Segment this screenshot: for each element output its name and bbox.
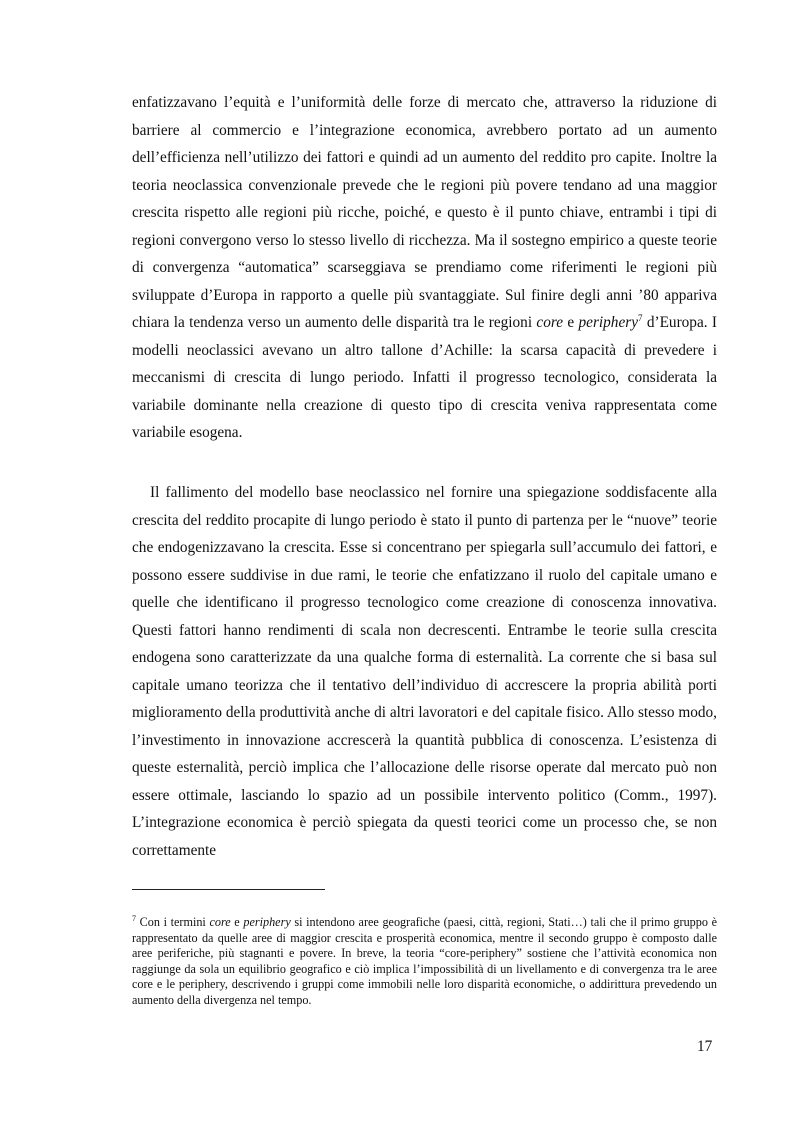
paragraph-1	[132, 89, 717, 447]
paragraph-1-conjunction: e	[563, 314, 579, 331]
page-number: 17	[697, 1038, 713, 1055]
paragraph-1-text-a: enfatizzavano l’equità e l’uniformità delle forze di mercato che, attraverso la riduzione di barriere al commercio e l’integrazione economica, avrebbero portato ad un aumento dell’efficienza nell’utilizzo dei fattori e quindi ad un aumento del reddito pro capite. Inoltre la teoria neoclassica convenzionale prevede che le regioni più povere tendano ad una maggior crescita rispetto alle regioni più ricche, poiché, e questo è il punto chiave, entrambi i tipi di regioni convergono verso lo stesso livello di ricchezza. Ma il sostegno empirico a queste teorie di convergenza “automatica” scarseggiava se prendiamo come riferimenti le regioni più sviluppate d’Europa in rapporto a quelle più svantaggiate. Sul finire degli anni ’80 appariva chiara la tendenza verso un aumento delle disparità tra le regioni	[132, 94, 717, 331]
term-periphery: periphery	[578, 314, 638, 331]
footnote-reference[interactable]: 7	[638, 312, 643, 323]
paragraph-2: Il fallimento del modello base neoclassico nel fornire una spiegazione soddisfacente alla crescita del reddito procapite di lungo periodo è stato il punto di partenza per le “nuove” teorie che endogenizzavano la crescita. Esse si concentrano per spiegarla sull’accumulo dei fattori, e possono essere suddivise in due rami, le teorie che enfatizzano il ruolo del capitale umano e quelle che identificano il progresso tecnologico come creazione di conoscenza innovativa. Questi fattori hanno rendimenti di scala non decrescenti. Entrambe le teorie sulla crescita endogena sono caratterizzate da una qualche forma di esternalità. La corrente che si basa sul capitale umano teorizza che il tentativo dell’individuo di accrescere la propria abilità porti miglioramento della produttività anche di altri lavoratori e del capitale fisico. Allo stesso modo, l’investimento in innovazione accrescerà la quantità pubblica di conoscenza. L’esistenza di queste esternalità, perciò implica che l’allocazione delle risorse operate dal mercato può non essere ottimale, lasciando lo spazio ad un possibile intervento politico (Comm., 1997). L’integrazione economica è perciò spiegata da questi teorici come un processo che, se non correttamente	[132, 484, 717, 859]
footnote-divider	[132, 889, 325, 890]
footnote-7	[132, 915, 717, 1009]
footnote-number: 7	[132, 913, 136, 923]
paragraph-1-text-b: d’Europa. I modelli neoclassici avevano un altro tallone d’Achille: la scarsa capacità di prevedere i meccanismi di crescita di lungo periodo. Infatti il progresso tecnologico, considerata la variabile dominante nella creazione di questo tipo di crescita veniva rappresentata come variabile esogena.	[132, 314, 717, 441]
footnote-term-core: core	[209, 915, 231, 929]
footnote-term-periphery: periphery	[243, 915, 291, 929]
footnote-intro: Con i termini	[136, 915, 210, 929]
footnote-conjunction: e	[230, 915, 244, 929]
footnote-text: si intendono aree geografiche (paesi, città, regioni, Stati…) tali che il primo gruppo è rappresentato da quelle aree di maggior crescita e prosperità economica, mentre il secondo gruppo è composto dalle aree periferiche, più stagnanti e povere. In breve, la teoria “core-periphery” sostiene che l’attività economica non raggiunge da sola un equilibrio geografico e ciò implica l’impossibilità di un livellamento e di convergenza tra le aree core e le periphery, descrivendo i gruppi come immobili nelle loro disparità economiche, o addirittura prevedendo un aumento della divergenza nel tempo.	[132, 915, 717, 1007]
term-core: core	[536, 314, 564, 331]
